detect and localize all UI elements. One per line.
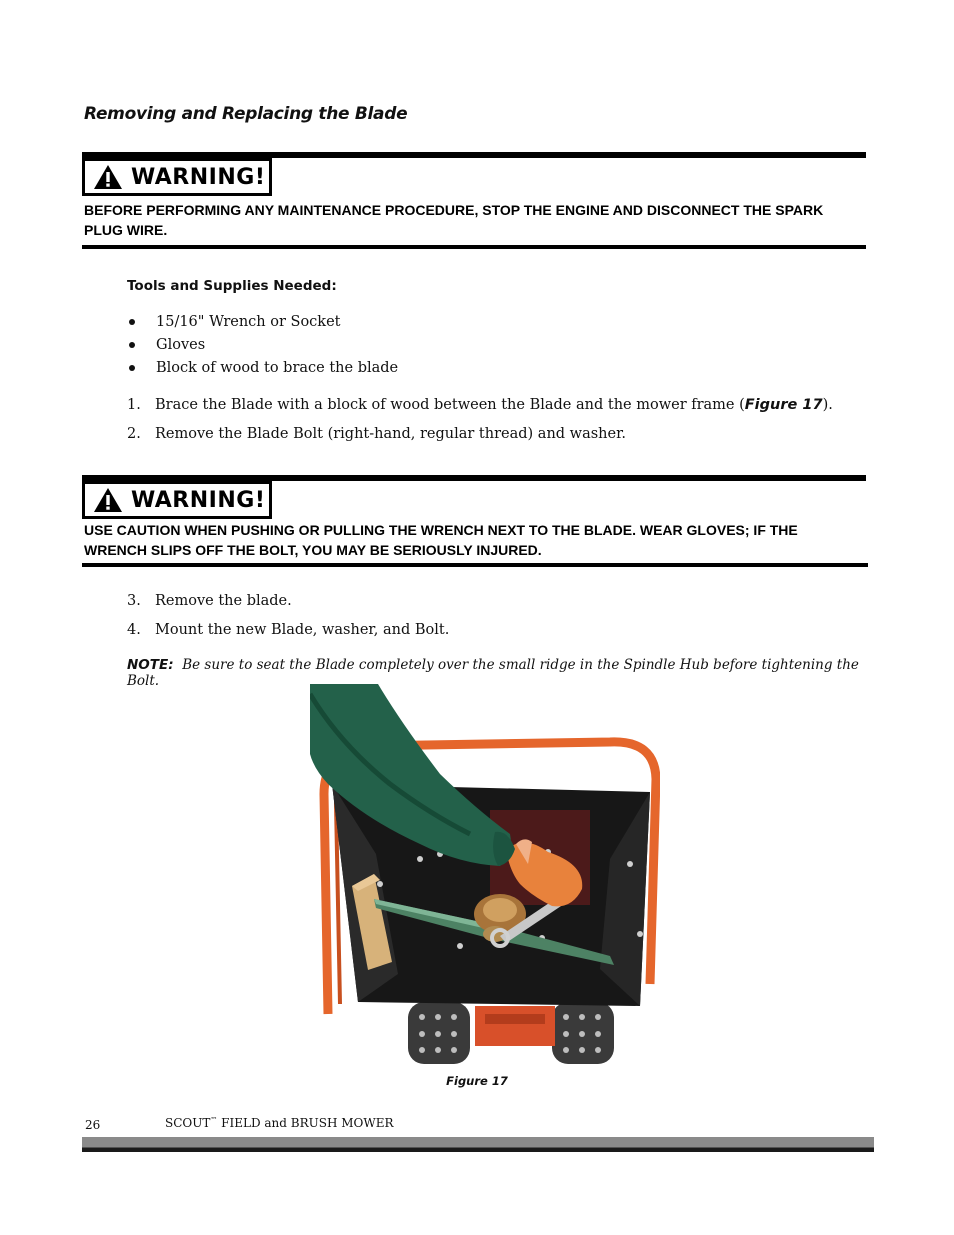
- section-title: Removing and Replacing the Blade: [84, 104, 408, 124]
- step-item: 1. Brace the Blade with a block of wood between the Blade and the mower frame (Figure 17).: [127, 396, 833, 413]
- warning-block-1: [82, 152, 866, 250]
- footer-bar: [82, 1137, 874, 1152]
- bullet-icon: [129, 365, 135, 371]
- steps-list-a: [127, 390, 833, 448]
- warning-triangle-icon: [93, 164, 123, 190]
- figure-reference: Figure 17: [744, 396, 823, 413]
- steps-list-b: [127, 586, 449, 644]
- warning-label: WARNING!: [131, 487, 266, 513]
- figure-caption: Figure 17: [446, 1074, 508, 1088]
- warning-triangle-icon: [93, 487, 123, 513]
- warning-label: WARNING!: [131, 164, 266, 190]
- step-item: 4. Mount the new Blade, washer, and Bolt.: [127, 621, 450, 638]
- tools-list: [127, 310, 398, 379]
- mower-illustration: [310, 684, 660, 1070]
- warning-bottom-rule: [82, 245, 866, 249]
- warning-bottom-rule: [82, 563, 868, 567]
- warning-badge: [82, 481, 272, 519]
- note: NOTE: Be sure to seat the Blade completely over the small ridge in the Spindle Hub before tightening the Bolt.: [127, 657, 859, 689]
- step-item: 3. Remove the blade.: [127, 592, 292, 609]
- warning-message: BEFORE PERFORMING ANY MAINTENANCE PROCEDURE, STOP THE ENGINE AND DISCONNECT THE SPARK PLUG WIRE.: [84, 202, 824, 238]
- list-item: 15/16" Wrench or Socket: [127, 310, 398, 333]
- list-item: Block of wood to brace the blade: [127, 356, 398, 379]
- page-number: 26: [85, 1118, 101, 1132]
- list-item: Gloves: [127, 333, 398, 356]
- note-label: NOTE: [127, 657, 169, 673]
- warning-block-2: [82, 475, 866, 569]
- warning-badge: [82, 158, 272, 196]
- warning-message: USE CAUTION WHEN PUSHING OR PULLING THE WRENCH NEXT TO THE BLADE. WEAR GLOVES; IF THE WRENCH SLIPS OFF THE BOLT, YOU MAY BE SERIOUSLY INJURED.: [84, 522, 798, 558]
- footer-title: SCOUT™ FIELD and BRUSH MOWER: [165, 1116, 394, 1130]
- bullet-icon: [129, 319, 135, 325]
- step-item: 2. Remove the Blade Bolt (right-hand, regular thread) and washer.: [127, 425, 627, 442]
- trademark-symbol: ™: [210, 1116, 218, 1124]
- figure-blade-removal-photo: [310, 684, 660, 1070]
- note-text: Be sure to seat the Blade completely over the small ridge in the Spindle Hub before tightening the Bolt.: [127, 657, 859, 689]
- tools-title: Tools and Supplies Needed:: [127, 278, 337, 294]
- bullet-icon: [129, 342, 135, 348]
